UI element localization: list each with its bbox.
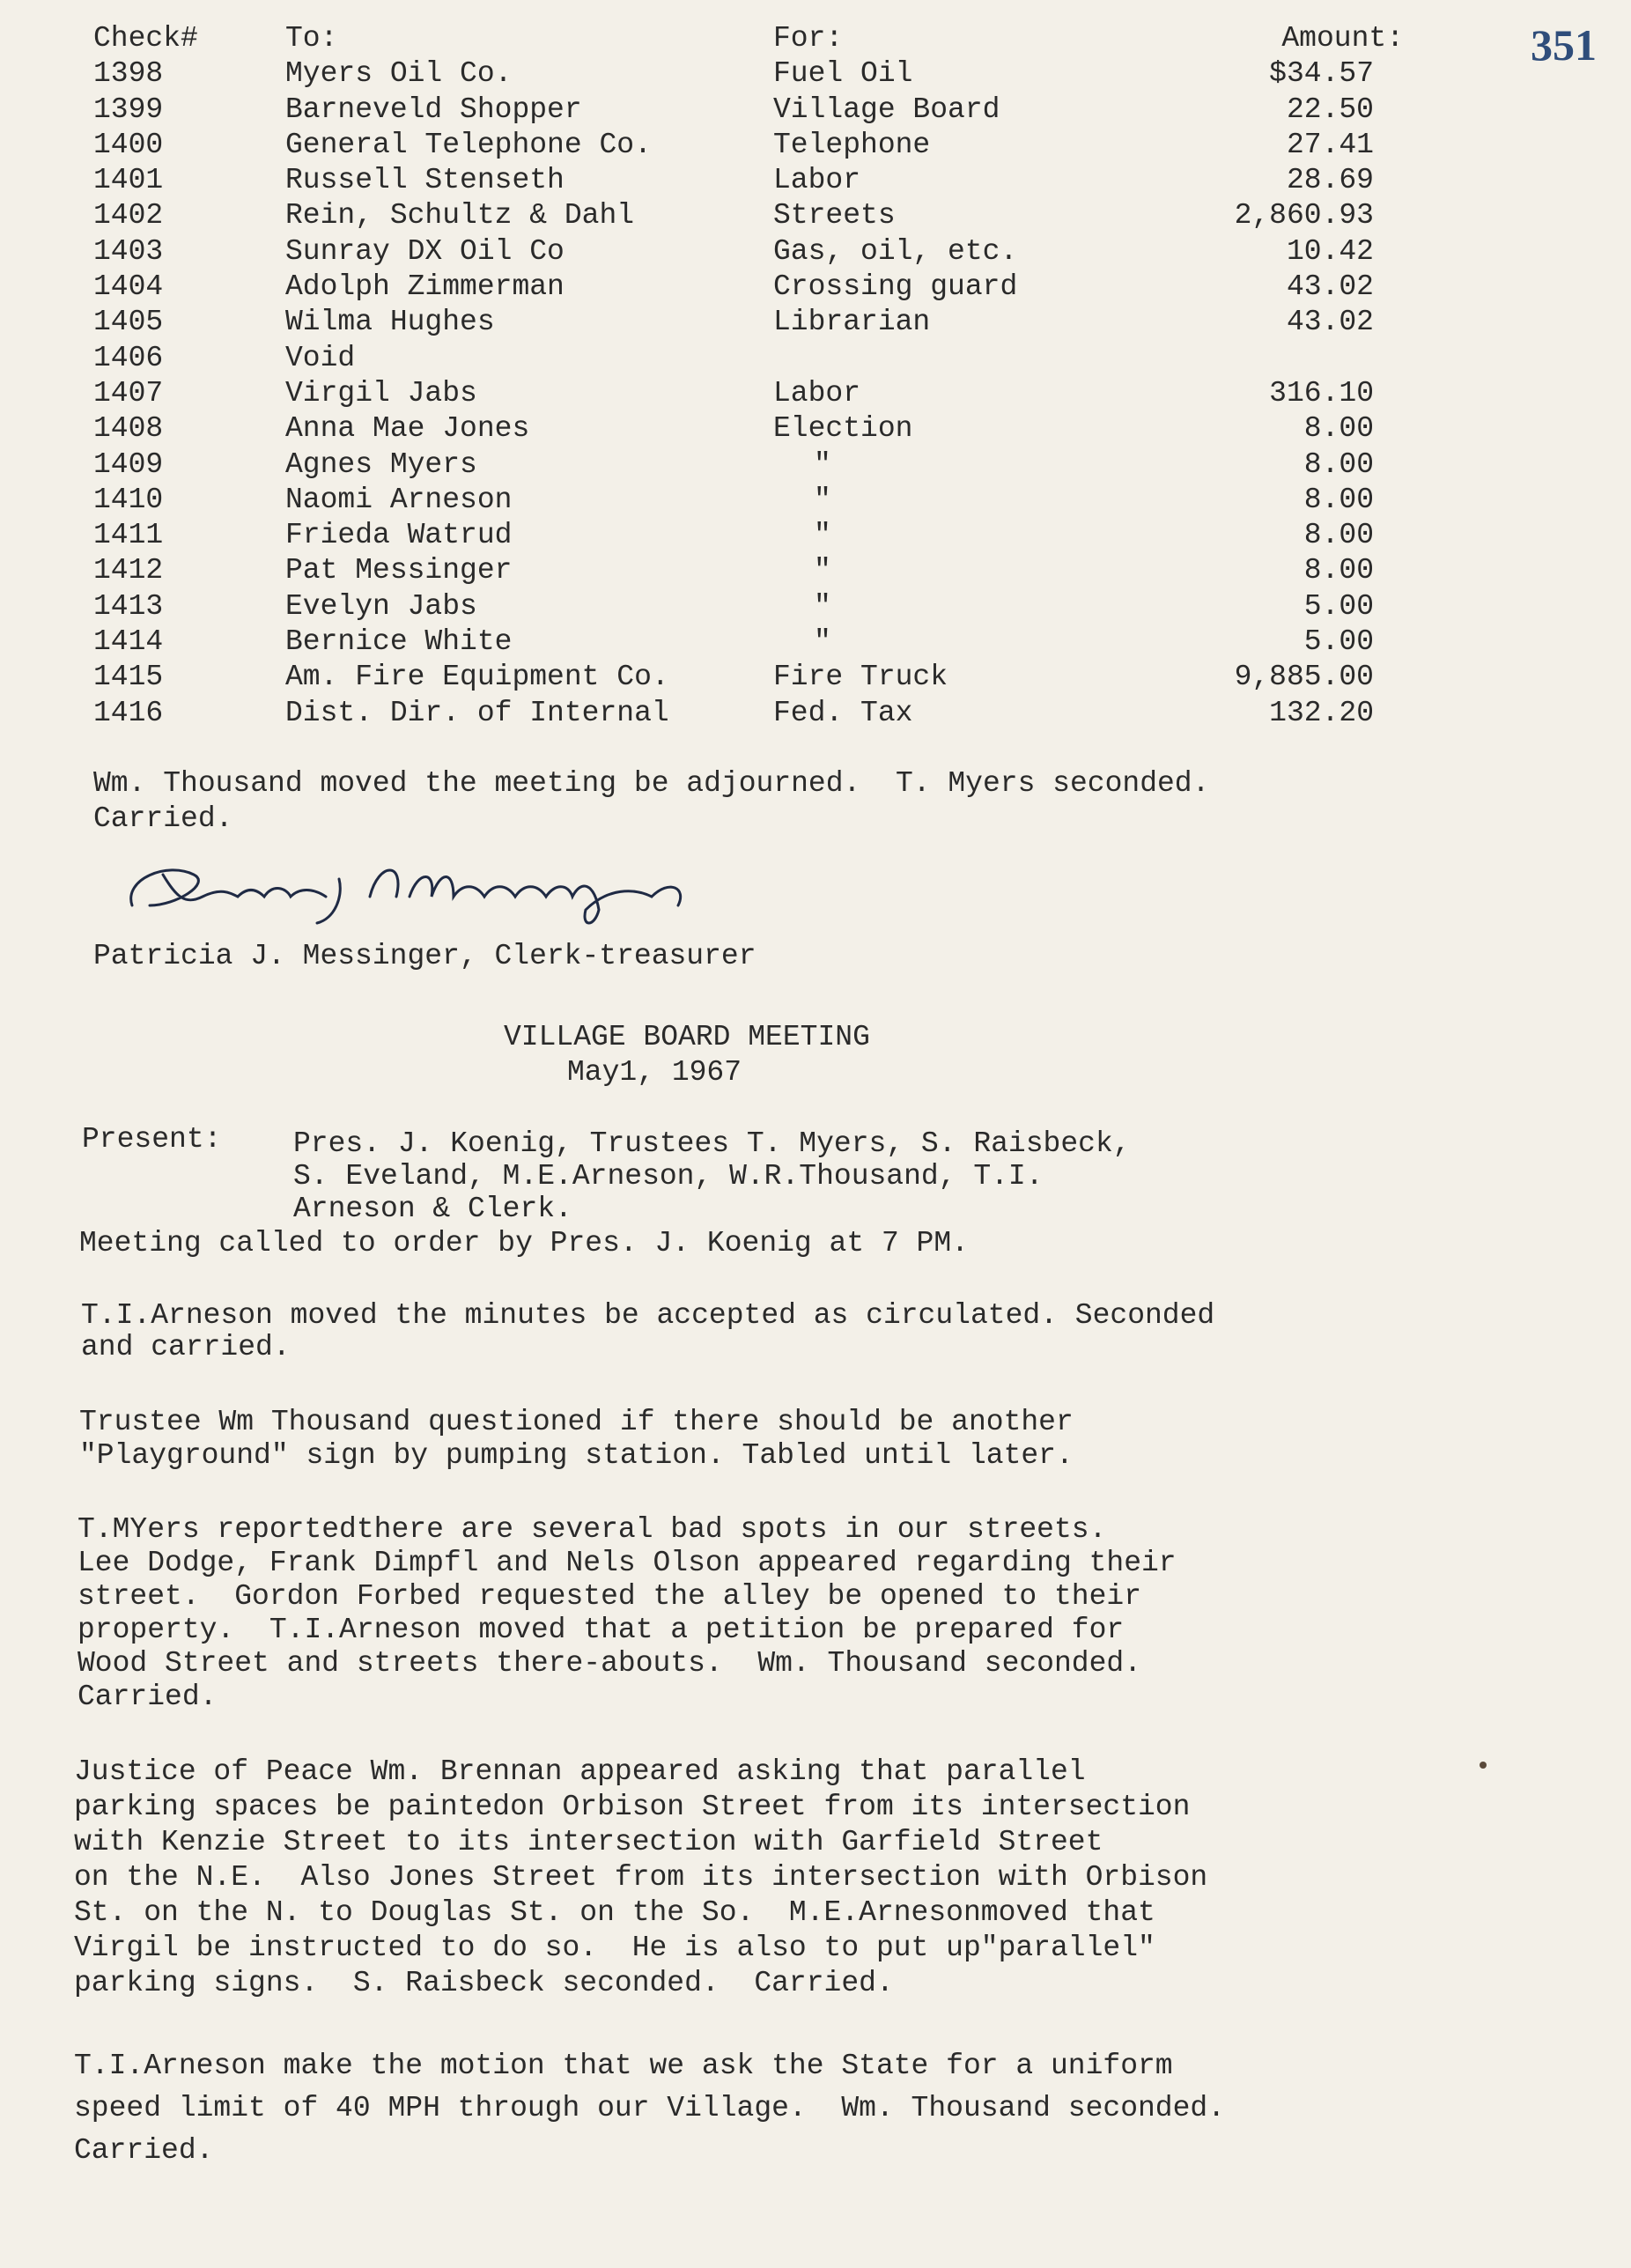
ledger-row — [93, 305, 1467, 340]
header-for: For: — [773, 22, 844, 55]
ledger-row — [93, 624, 1467, 660]
payee: Virgil Jabs — [285, 376, 477, 410]
purpose: Fuel Oil — [773, 57, 913, 91]
amount: 8.00 — [1303, 519, 1374, 552]
check-number: 1403 — [93, 234, 164, 268]
page-number: 351 — [1531, 20, 1597, 70]
header-to: To: — [285, 22, 338, 55]
ledger-row — [93, 696, 1467, 731]
purpose: " — [814, 483, 831, 516]
present-label: Present: — [82, 1123, 222, 1156]
check-number: 1399 — [93, 92, 164, 126]
ledger-row — [93, 270, 1467, 305]
amount: 8.00 — [1303, 447, 1374, 481]
check-number: 1413 — [93, 589, 164, 623]
check-number: 1406 — [93, 341, 164, 374]
payee: Myers Oil Co. — [285, 57, 513, 91]
amount: 132.20 — [1269, 696, 1374, 729]
minutes-paragraph: Trustee Wm Thousand questioned if there should be another "Playground" sign by pumping station. Tabled until later. — [79, 1406, 1074, 1472]
ledger-row — [93, 341, 1467, 376]
payee: Bernice White — [285, 625, 513, 659]
ledger-row — [93, 163, 1467, 198]
ledger-row — [93, 234, 1467, 270]
payee: Void — [285, 341, 356, 374]
ledger-header — [93, 21, 1467, 56]
amount: 43.02 — [1286, 306, 1374, 339]
minutes-paragraph: T.MYers reportedthere are several bad spots in our streets. Lee Dodge, Frank Dimpfl and Nels Olson appeared regarding their street. Gordon Forbed requested the alley be opened to their property. T.I.Arneson moved that a petition be prepared for Wood Street and streets there-abouts. Wm. Thousand seconded. Carried. — [77, 1513, 1177, 1713]
amount: 8.00 — [1303, 412, 1374, 446]
amount: 22.50 — [1286, 92, 1374, 126]
clerk-signature-line: Patricia J. Messinger, Clerk-treasurer — [93, 940, 756, 972]
check-number: 1412 — [93, 554, 164, 587]
present-members: Pres. J. Koenig, Trustees T. Myers, S. Raisbeck, S. Eveland, M.E.Arneson, W.R.Thousand, T.I. Arneson & Clerk. — [293, 1127, 1131, 1225]
purpose: Labor — [773, 164, 861, 197]
amount: 8.00 — [1303, 554, 1374, 587]
purpose: " — [814, 447, 831, 481]
check-number: 1411 — [93, 519, 164, 552]
payee: Am. Fire Equipment Co. — [285, 661, 669, 694]
ledger-row — [93, 518, 1467, 553]
amount: 5.00 — [1303, 589, 1374, 623]
payee: Pat Messinger — [285, 554, 513, 587]
ledger-row — [93, 483, 1467, 518]
check-number: 1408 — [93, 412, 164, 446]
meeting-title: VILLAGE BOARD MEETING — [504, 1021, 870, 1053]
ledger-row — [93, 553, 1467, 588]
ledger-row — [93, 56, 1467, 92]
check-number: 1405 — [93, 306, 164, 339]
amount: 10.42 — [1286, 234, 1374, 268]
meeting-date: May1, 1967 — [567, 1056, 742, 1089]
purpose: Telephone — [773, 128, 931, 161]
payee: Agnes Myers — [285, 447, 477, 481]
purpose: Crossing guard — [773, 270, 1018, 304]
check-number: 1409 — [93, 447, 164, 481]
payee: Barneveld Shopper — [285, 92, 582, 126]
check-number: 1398 — [93, 57, 164, 91]
payee: Anna Mae Jones — [285, 412, 530, 446]
ledger-row — [93, 447, 1467, 483]
ledger-row — [93, 660, 1467, 695]
payee: Dist. Dir. of Internal — [285, 696, 669, 729]
check-number: 1400 — [93, 128, 164, 161]
ledger-row — [93, 198, 1467, 233]
amount: 43.02 — [1286, 270, 1374, 304]
check-number: 1414 — [93, 625, 164, 659]
check-number: 1410 — [93, 483, 164, 516]
purpose: " — [814, 554, 831, 587]
header-check: Check# — [93, 22, 198, 55]
check-number: 1402 — [93, 199, 164, 233]
purpose: Gas, oil, etc. — [773, 234, 1018, 268]
purpose: Streets — [773, 199, 896, 233]
ledger-row — [93, 376, 1467, 411]
payee: Adolph Zimmerman — [285, 270, 565, 304]
purpose: Village Board — [773, 92, 1000, 126]
amount: 316.10 — [1269, 376, 1374, 410]
minutes-paragraph: T.I.Arneson make the motion that we ask the State for a uniform speed limit of 40 MPH through our Village. Wm. Thousand seconded. Carried. — [74, 2050, 1226, 2167]
payee: Naomi Arneson — [285, 483, 513, 516]
amount: 9,885.00 — [1234, 661, 1374, 694]
payee: Frieda Watrud — [285, 519, 513, 552]
payee: Wilma Hughes — [285, 306, 495, 339]
ledger-row — [93, 92, 1467, 128]
amount: 5.00 — [1303, 625, 1374, 659]
check-ledger — [93, 21, 1467, 731]
amount: 8.00 — [1303, 483, 1374, 516]
amount: 2,860.93 — [1234, 199, 1374, 233]
minutes-paragraph: Justice of Peace Wm. Brennan appeared asking that parallel parking spaces be paintedon Orbison Street from its intersection with Kenzie Street to its intersection with Garfield Street on the N.E. Also Jones Street from its intersection with Orbison St. on the N. to Douglas St. on the So. M.E.Arnesonmoved that Virgil be instructed to do so. He is also to put up"parallel" parking signs. S. Raisbeck seconded. Carried. — [74, 1755, 1208, 1999]
payee: Rein, Schultz & Dahl — [285, 199, 635, 233]
check-number: 1416 — [93, 696, 164, 729]
purpose: " — [814, 625, 831, 659]
purpose: Librarian — [773, 306, 931, 339]
ink-spot — [1480, 1762, 1487, 1769]
minutes-paragraph: T.I.Arneson moved the minutes be accepted as circulated. Seconded and carried. — [81, 1299, 1215, 1363]
purpose: Election — [773, 412, 913, 446]
payee: General Telephone Co. — [285, 128, 652, 161]
purpose: " — [814, 589, 831, 623]
amount: $34.57 — [1269, 57, 1374, 91]
amount: 27.41 — [1286, 128, 1374, 161]
purpose: Fire Truck — [773, 661, 948, 694]
purpose: Labor — [773, 376, 861, 410]
check-number: 1404 — [93, 270, 164, 304]
adjournment-note: Wm. Thousand moved the meeting be adjourned. T. Myers seconded. Carried. — [93, 767, 1210, 835]
amount: 28.69 — [1286, 164, 1374, 197]
signature — [114, 844, 749, 936]
payee: Evelyn Jabs — [285, 589, 477, 623]
check-number: 1401 — [93, 164, 164, 197]
check-number: 1407 — [93, 376, 164, 410]
call-to-order: Meeting called to order by Pres. J. Koenig at 7 PM. — [79, 1227, 969, 1260]
payee: Russell Stenseth — [285, 164, 565, 197]
header-amount: Amount: — [1281, 22, 1404, 55]
purpose: " — [814, 519, 831, 552]
purpose: Fed. Tax — [773, 696, 913, 729]
payee: Sunray DX Oil Co — [285, 234, 565, 268]
check-number: 1415 — [93, 661, 164, 694]
ledger-row — [93, 411, 1467, 447]
ledger-row — [93, 128, 1467, 163]
ledger-row — [93, 589, 1467, 624]
